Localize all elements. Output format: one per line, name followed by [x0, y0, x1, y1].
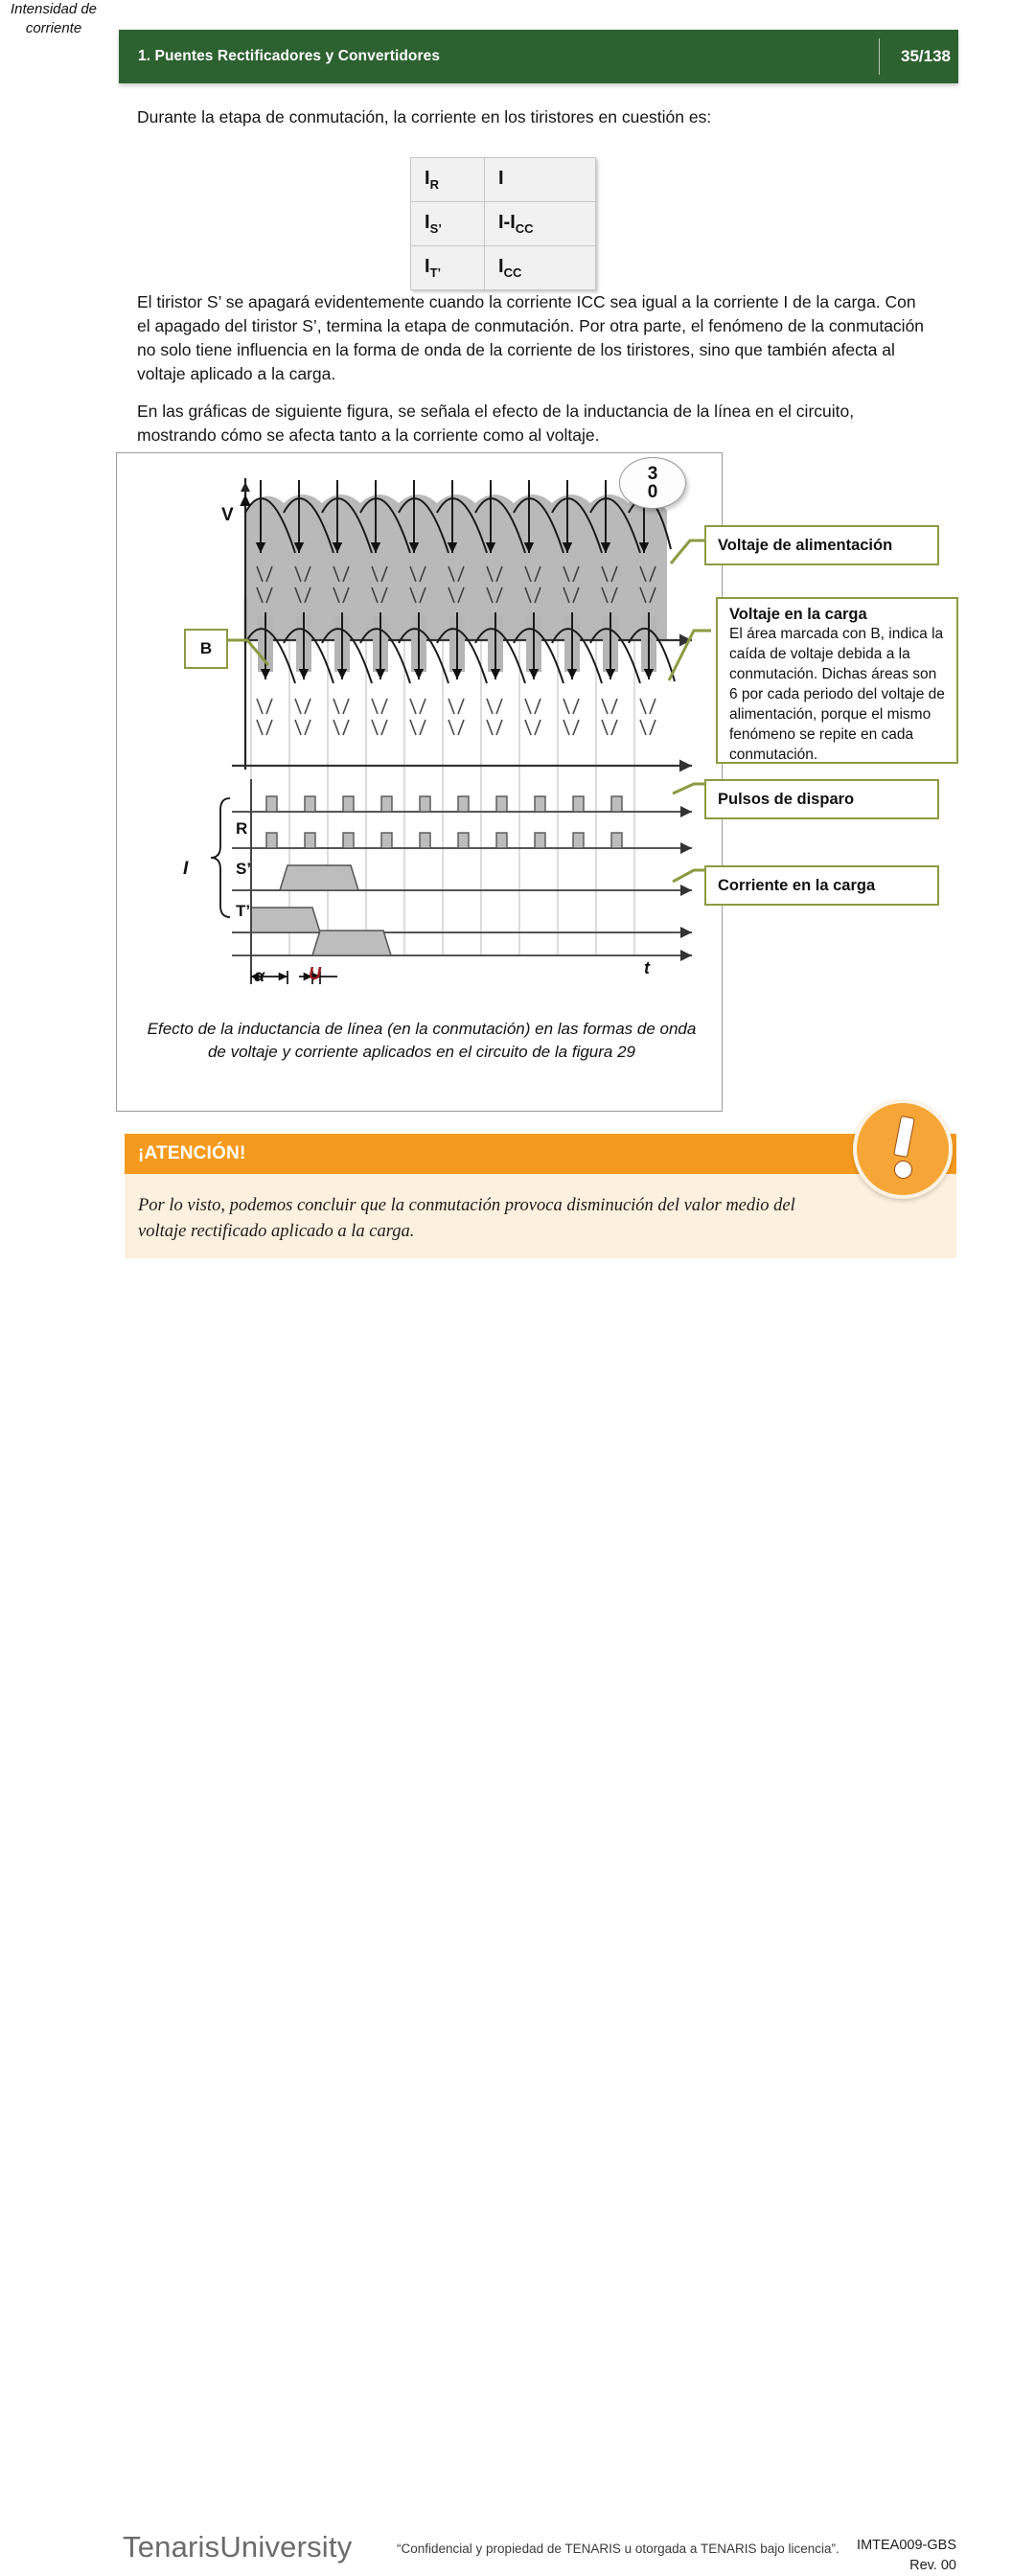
header-divider — [879, 38, 881, 75]
marker-digit-top: 3 — [647, 464, 658, 484]
table-row — [411, 158, 596, 202]
axis-label-time: t — [644, 958, 650, 978]
current-brace — [211, 798, 230, 917]
attention-block — [125, 1134, 956, 1258]
cell-value-text: I — [498, 168, 504, 189]
cell-label-text: I — [425, 168, 430, 189]
axis-label-current: I — [183, 859, 189, 879]
trace-trigger-pulses — [232, 796, 692, 848]
document-id — [832, 2536, 956, 2576]
cell-value-sub: CC — [515, 221, 534, 236]
cell-label-sub: R — [429, 177, 439, 192]
attention-heading: ¡ATENCIÓN! — [138, 1143, 246, 1163]
graphs-paragraph: En las gráficas de siguiente figura, se señala el efecto de la inductancia de la línea en el circuito, mostrando cómo se afecta tanto a la corriente como al voltaje. — [137, 402, 855, 445]
figure-frame — [116, 452, 723, 1112]
commutation-angle-label: U — [309, 964, 321, 983]
waveform-diagram — [117, 453, 720, 1109]
callout-title: Voltaje en la carga — [729, 606, 867, 623]
cell-label-text: I — [425, 212, 430, 233]
current-intensity-label: Intensidad de corriente — [10, 1, 98, 36]
table-cell-label — [411, 246, 485, 290]
callout-trigger-pulses — [704, 779, 939, 819]
figure-number-marker — [619, 457, 686, 509]
intro-paragraph: Durante la etapa de conmutación, la corriente en los tiristores en cuestión es: — [137, 107, 712, 126]
marker-digit-bottom: 0 — [647, 482, 658, 502]
callout-load-voltage — [716, 597, 958, 764]
callout-supply-voltage — [704, 525, 939, 565]
exclamation-dot — [894, 1161, 912, 1179]
figure-caption: Efecto de la inductancia de línea (en la conmutación) en las formas de onda de voltaje y corriente aplicados en el circuito de la figura 29 — [147, 1020, 697, 1061]
alpha-angle-label: α — [254, 966, 265, 985]
b-area-label: B — [184, 629, 228, 669]
cell-value-text: I — [498, 256, 504, 277]
page-title: 1. Puentes Rectificadores y Convertidores — [138, 48, 441, 64]
exclamation-icon — [853, 1099, 953, 1199]
attention-header — [125, 1134, 956, 1174]
confidentiality-notice: “Confidencial y propiedad de TENARIS u otorgada a TENARIS bajo licencia”. — [397, 2542, 840, 2556]
cell-label-sub: S’ — [429, 221, 442, 236]
phase-label-t: T’ — [236, 902, 251, 920]
page-header-band — [119, 30, 958, 83]
table-cell-value — [485, 202, 596, 246]
doc-revision: Rev. 00 — [909, 2558, 956, 2573]
page-footer — [0, 1263, 1035, 2573]
table-cell-value — [485, 246, 596, 290]
b-label-leader-line — [222, 632, 280, 671]
callout-body: El área marcada con B, indica la caída de voltaje debida a la conmutación. Dichas áreas son 6 por cada periodo del voltaje de alimentación, porque el mismo fenómeno se repite en cada conmutación. — [729, 626, 945, 763]
callout-title: Voltaje de alimentación — [718, 536, 893, 554]
callout-load-current — [704, 865, 939, 906]
cell-label-text: I — [425, 256, 430, 277]
brand-logo: TenarisUniversity — [123, 2530, 353, 2564]
page-number-indicator: 35/138 — [901, 47, 951, 65]
middle-paragraph: El tiristor S’ se apagará evidentemente cuando la corriente ICC sea igual a la corriente I de la carga. Con el apagado del tiristor S’, termina la etapa de conmutación. Por otra parte, el fenómeno de la conmutación no solo tiene influencia en la forma de onda de la corriente de los tiristores, sino que también afecta al voltaje aplicado a la carga. — [137, 292, 925, 383]
table-cell-label — [411, 158, 485, 202]
table-cell-label — [411, 202, 485, 246]
thyristor-current-table — [410, 157, 596, 290]
cell-value-text: I-I — [498, 212, 516, 233]
doc-code: IMTEA009-GBS — [857, 2538, 956, 2553]
phase-label-s: S’ — [236, 860, 252, 878]
cell-value-sub: CC — [503, 265, 522, 280]
table-cell-value — [485, 158, 596, 202]
exclamation-stem — [893, 1116, 915, 1158]
cell-label-sub: T’ — [429, 265, 442, 280]
callout-title: Pulsos de disparo — [718, 790, 855, 808]
callout-title: Corriente en la carga — [718, 876, 876, 894]
attention-body — [125, 1174, 956, 1258]
attention-text: Por lo visto, podemos concluir que la conmutación provoca disminución del valor medio del voltaje rectificado aplicado a la carga. — [138, 1196, 795, 1241]
phase-label-r: R — [236, 819, 248, 838]
axis-label-voltage: V — [221, 505, 234, 525]
table-row — [411, 246, 596, 290]
table-row — [411, 202, 596, 246]
